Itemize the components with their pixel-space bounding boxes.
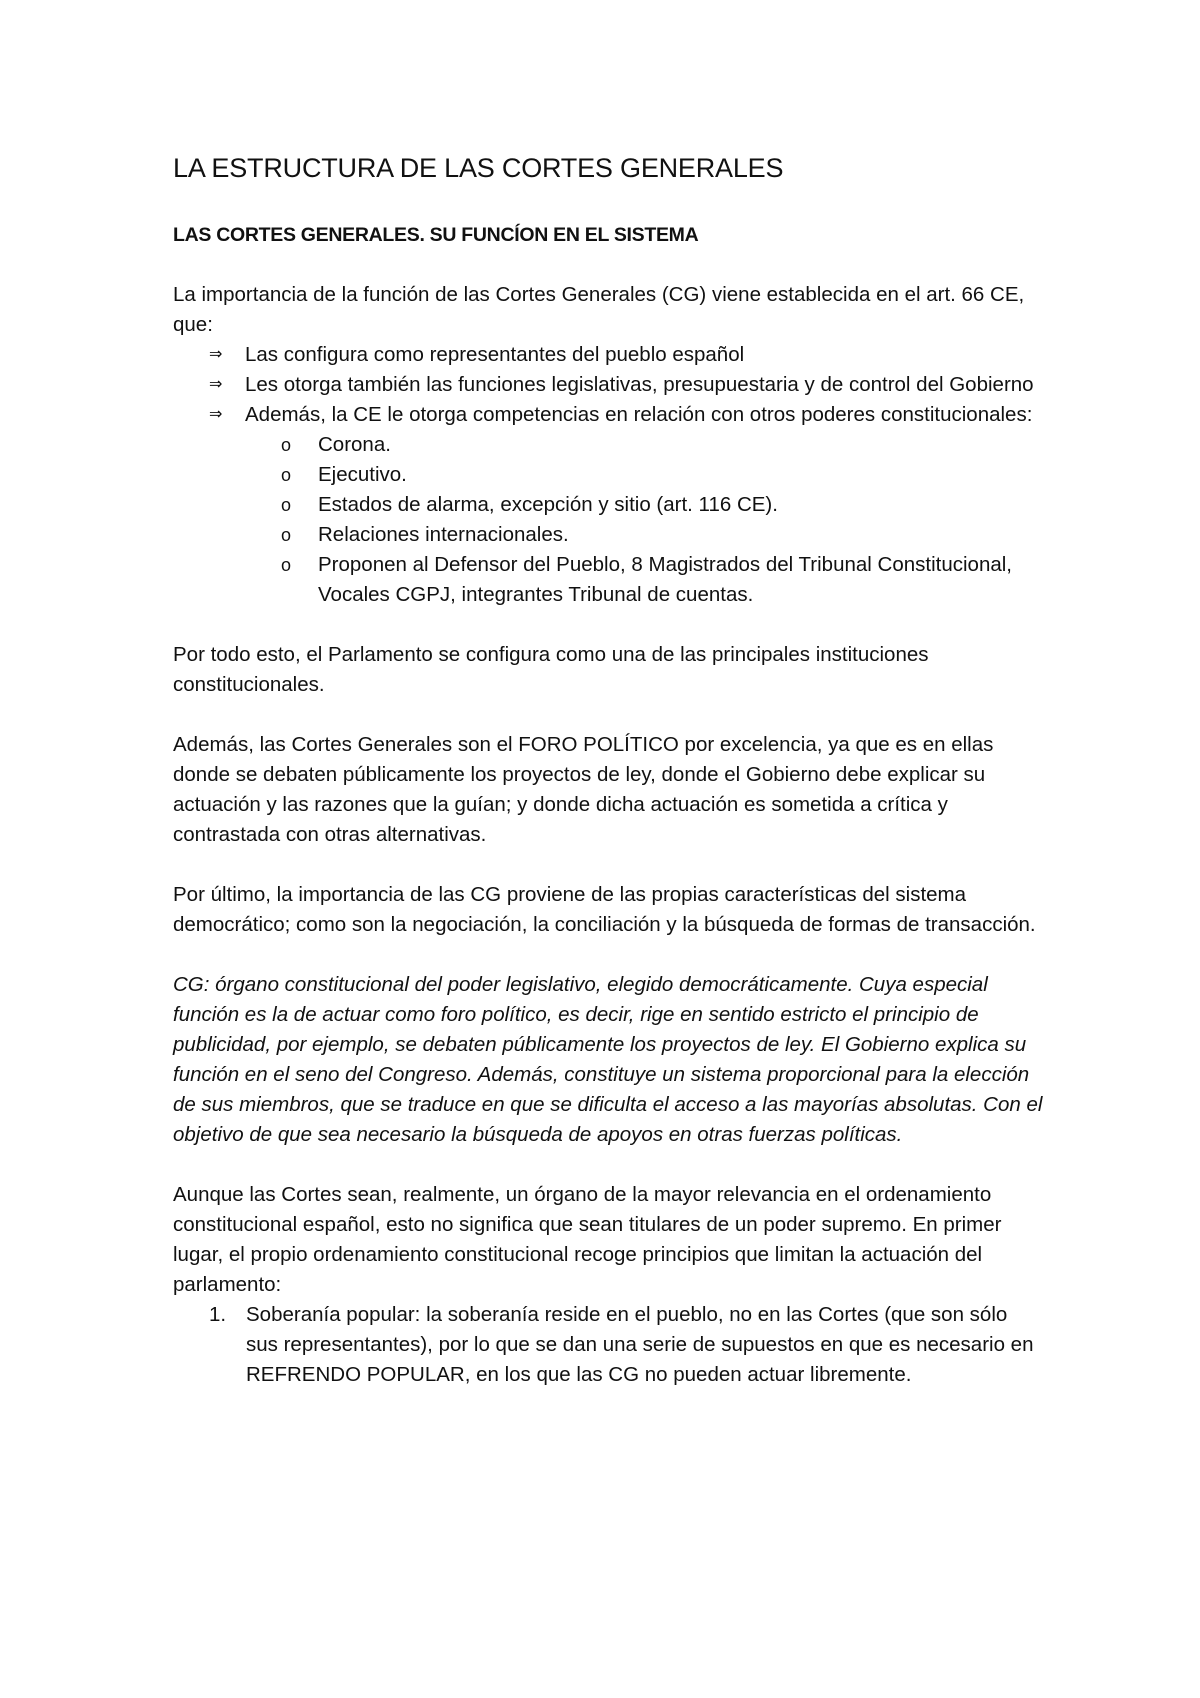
- sub-list: [245, 430, 1043, 610]
- circle-bullet-icon: o: [281, 435, 292, 455]
- arrow-list: [173, 340, 1043, 610]
- paragraph-definicion-cg: CG: órgano constitucional del poder legislativo, elegido democráticamente. Cuya especial función es la de actuar como foro político, es decir, rige en sentido estricto el principio de publicidad, por ejemplo, se debaten públicamente los proyectos de ley. El Gobierno explica su función en el seno del Congreso. Además, constituye un sistema proporcional para la elección de sus miembros, que se traduce en que se dificulta el acceso a las mayorías absolutas. Con el objetivo de que sea necesario la búsqueda de apoyos en otras fuerzas políticas.: [173, 973, 1043, 1146]
- circle-bullet-icon: o: [281, 465, 292, 485]
- list-item-text: Además, la CE le otorga competencias en relación con otros poderes constitucionales:: [245, 403, 1033, 426]
- paragraph-importancia: Por último, la importancia de las CG proviene de las propias características del sistema democrático; como son la negociación, la conciliación y la búsqueda de formas de transacción.: [173, 883, 1036, 936]
- spacer: [173, 1150, 1043, 1180]
- sub-list-item: [281, 520, 1043, 550]
- spacer: [173, 850, 1043, 880]
- sub-list-item: [281, 460, 1043, 490]
- numbered-list-item-text: Soberanía popular: la soberanía reside en el pueblo, no en las Cortes (que son sólo sus representantes), por lo que se dan una serie de supuestos en que es necesario en REFRENDO POPULAR, en los que las CG no pueden actuar libremente.: [246, 1303, 1034, 1386]
- paragraph-foro-politico: Además, las Cortes Generales son el FORO POLÍTICO por excelencia, ya que es en ellas donde se debaten públicamente los proyectos de ley, donde el Gobierno debe explicar su actuación y las razones que la guían; y donde dicha actuación es sometida a crítica y contrastada con otras alternativas.: [173, 733, 994, 846]
- spacer: [173, 940, 1043, 970]
- spacer: [173, 610, 1043, 640]
- sub-list-item: [281, 430, 1043, 460]
- arrow-bullet-icon: ⇒: [209, 376, 223, 393]
- section-heading: LAS CORTES GENERALES. SU FUNCÍON EN EL SISTEMA: [173, 224, 699, 246]
- list-number: 1.: [209, 1303, 227, 1326]
- sub-list-item: [281, 550, 1043, 610]
- document-title: LA ESTRUCTURA DE LAS CORTES GENERALES: [173, 153, 784, 183]
- numbered-list: [173, 1300, 1043, 1390]
- paragraph-limites: Aunque las Cortes sean, realmente, un órgano de la mayor relevancia en el ordenamiento constitucional español, esto no significa que sean titulares de un poder supremo. En primer lugar, el propio ordenamiento constitucional recoge principios que limitan la actuación del parlamento:: [173, 1183, 1002, 1296]
- list-item-text: Les otorga también las funciones legislativas, presupuestaria y de control del Gobierno: [245, 373, 1034, 396]
- circle-bullet-icon: o: [281, 525, 292, 545]
- list-item-text: Las configura como representantes del pueblo español: [245, 343, 745, 366]
- sub-list-item-text: Estados de alarma, excepción y sitio (art. 116 CE).: [318, 493, 778, 516]
- list-item: [209, 370, 1043, 400]
- sub-list-item-text: Proponen al Defensor del Pueblo, 8 Magistrados del Tribunal Constitucional, Vocales CGPJ, integrantes Tribunal de cuentas.: [318, 553, 1012, 606]
- sub-list-item: [281, 490, 1043, 520]
- arrow-bullet-icon: ⇒: [209, 346, 223, 363]
- circle-bullet-icon: o: [281, 495, 292, 515]
- sub-list-item-text: Corona.: [318, 433, 391, 456]
- sub-list-item-text: Relaciones internacionales.: [318, 523, 569, 546]
- arrow-bullet-icon: ⇒: [209, 406, 223, 423]
- document-page: [173, 150, 1043, 1390]
- intro-paragraph: La importancia de la función de las Cortes Generales (CG) viene establecida en el art. 66 CE, que:: [173, 283, 1025, 336]
- list-item: [209, 400, 1043, 610]
- list-item: [209, 340, 1043, 370]
- numbered-list-item: [209, 1300, 1043, 1390]
- spacer: [173, 700, 1043, 730]
- paragraph-parlamento: Por todo esto, el Parlamento se configura como una de las principales instituciones constitucionales.: [173, 643, 929, 696]
- sub-list-item-text: Ejecutivo.: [318, 463, 407, 486]
- circle-bullet-icon: o: [281, 555, 292, 575]
